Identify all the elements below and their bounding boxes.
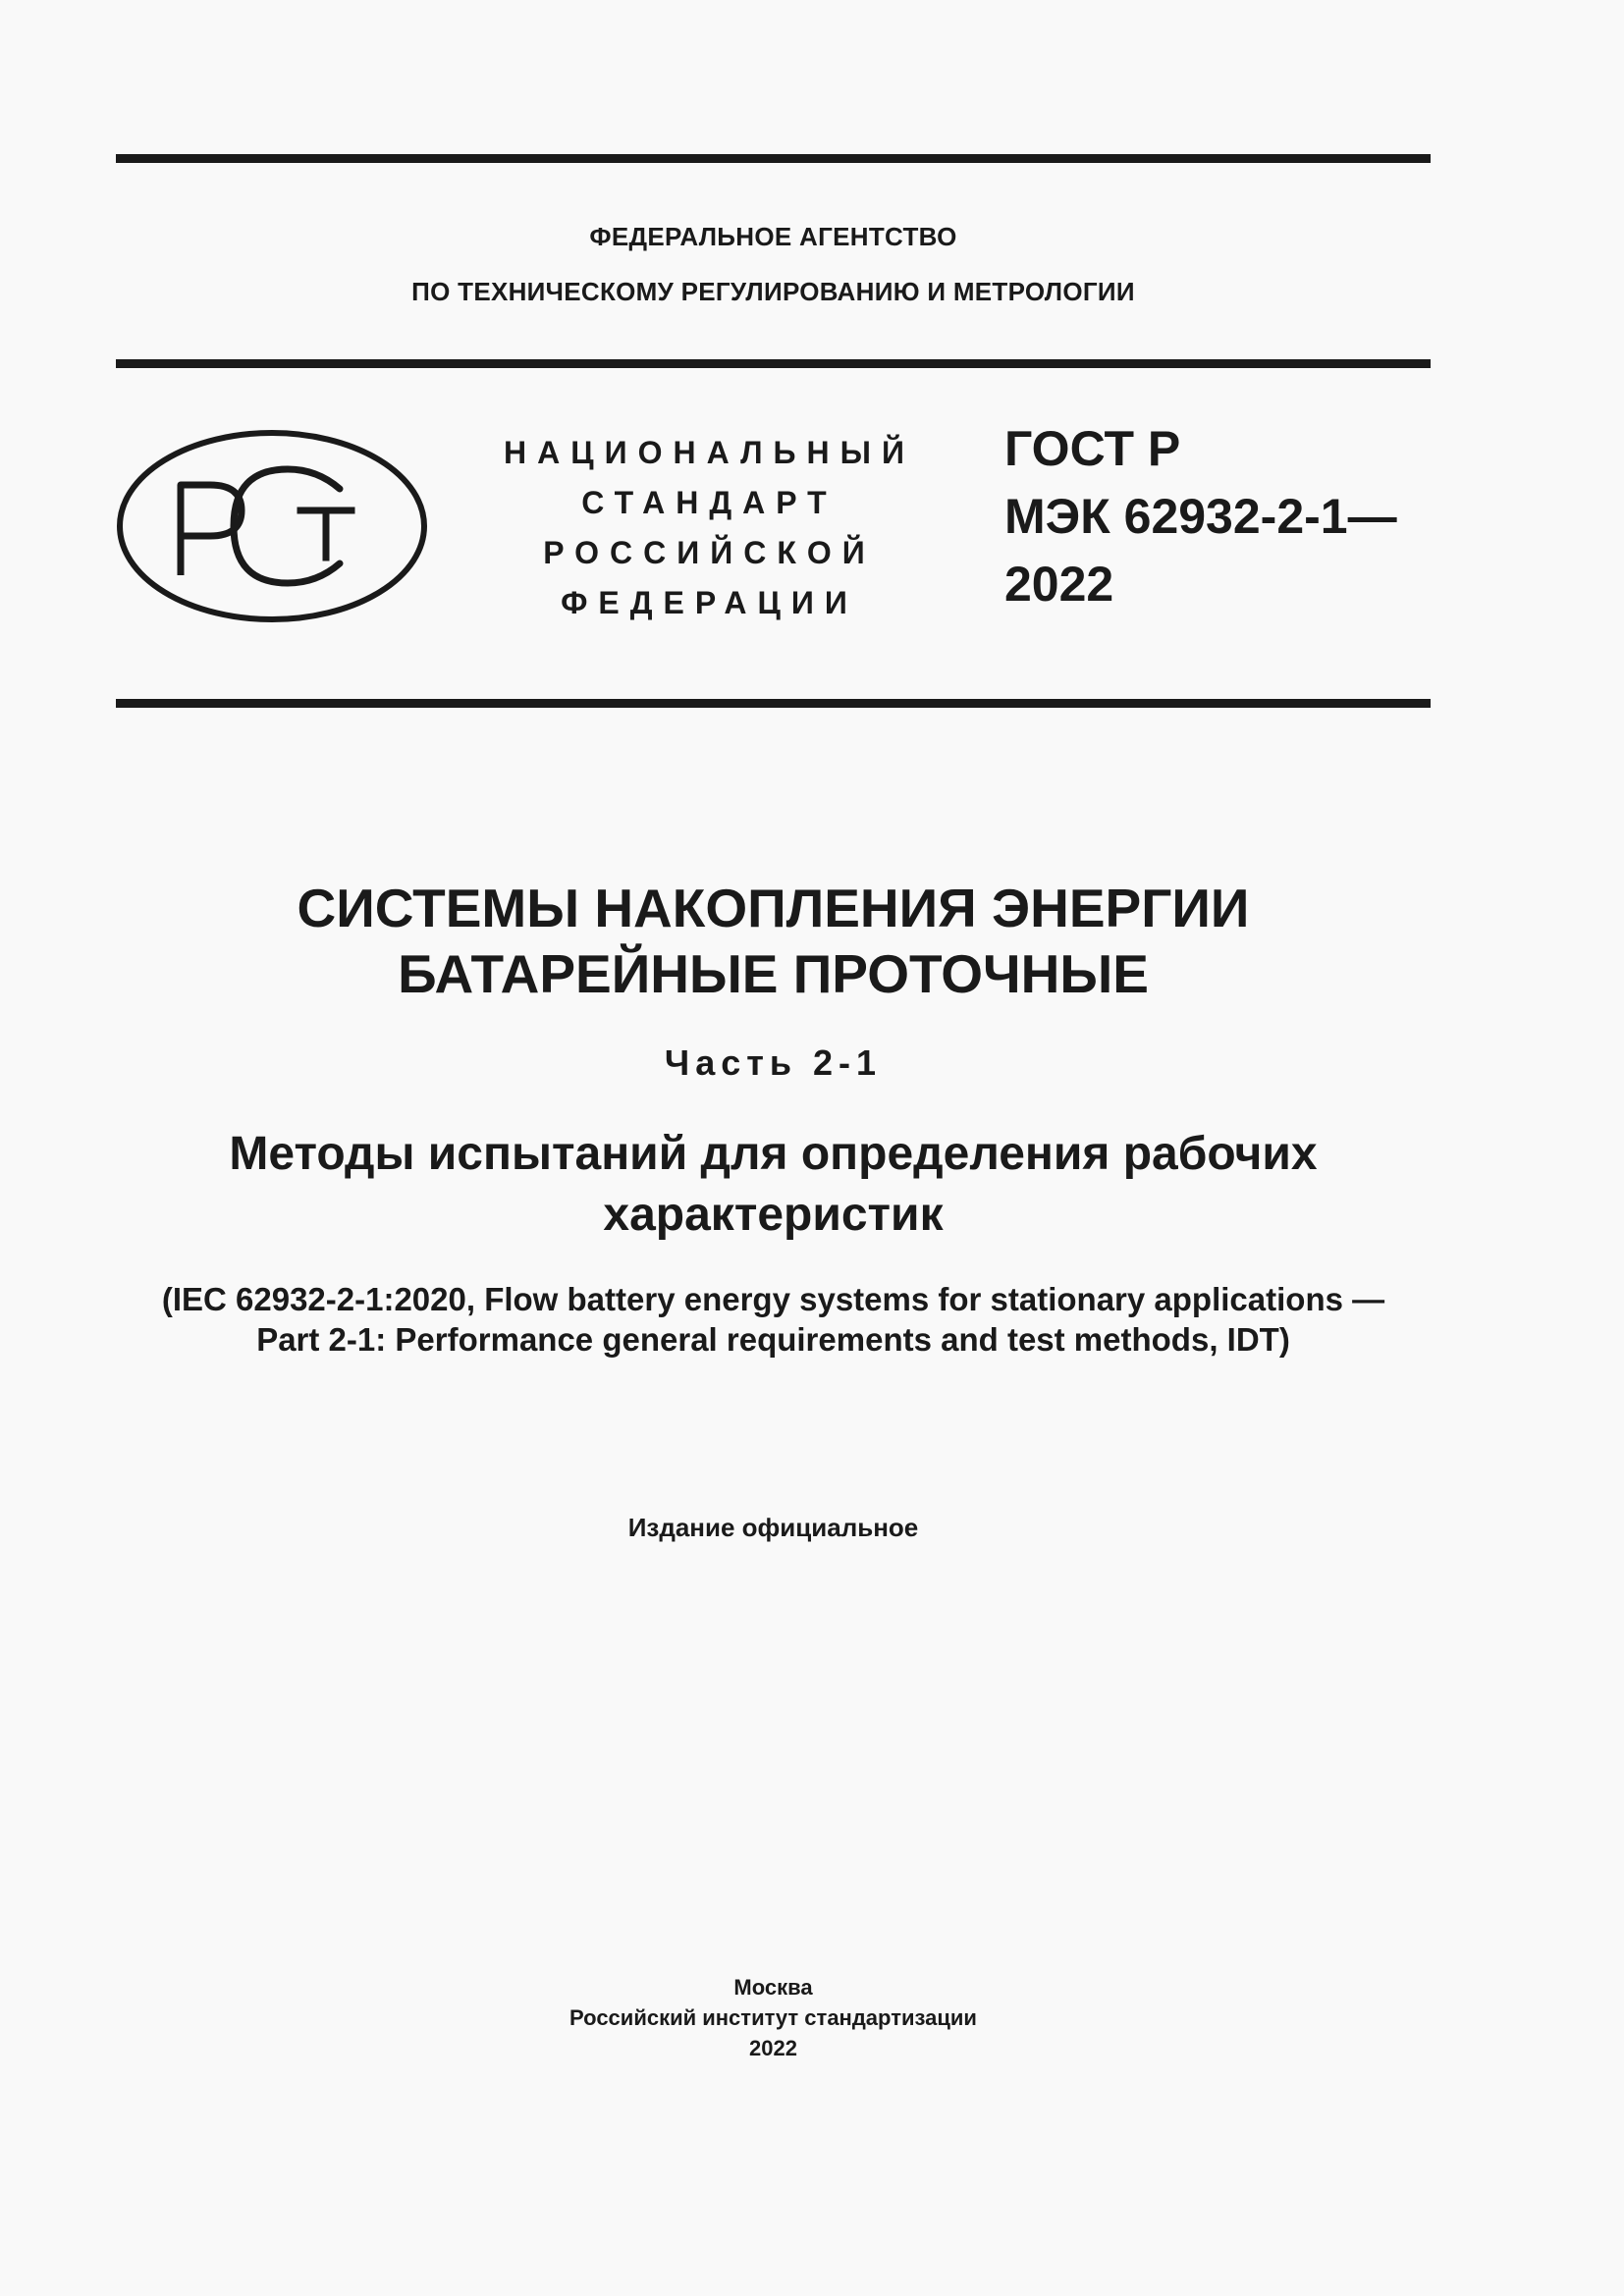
publisher-city: Москва	[733, 1975, 813, 2000]
agency-name-line-1: ФЕДЕРАЛЬНОЕ АГЕНТСТВО	[589, 222, 957, 251]
standard-designation-line-1: ГОСТ Р	[1004, 421, 1181, 476]
document-title-line-2: БАТАРЕЙНЫЕ ПРОТОЧНЫЕ	[398, 943, 1149, 1004]
standard-designation-line-3: 2022	[1004, 557, 1114, 612]
header-rule	[116, 359, 1431, 368]
national-standard-line-1: НАЦИОНАЛЬНЫЙ	[504, 435, 915, 470]
designation-rule	[116, 699, 1431, 708]
edition-label: Издание официальное	[627, 1513, 919, 1542]
national-standard-line-3: РОССИЙСКОЙ	[543, 535, 876, 570]
publisher-organization: Российский институт стандартизации	[569, 2005, 977, 2030]
top-rule	[116, 154, 1431, 163]
agency-name-line-2: ПО ТЕХНИЧЕСКОМУ РЕГУЛИРОВАНИЮ И МЕТРОЛОГИИ	[411, 277, 1135, 306]
part-number: Часть 2-1	[664, 1042, 883, 1083]
iec-reference-line-1: (IEC 62932-2-1:2020, Flow battery energy systems for stationary applications —	[161, 1281, 1385, 1317]
standard-designation-line-2: МЭК 62932-2-1—	[1004, 489, 1397, 544]
document-title-line-1: СИСТЕМЫ НАКОПЛЕНИЯ ЭНЕРГИИ	[297, 878, 1250, 938]
document-subtitle-line-2: характеристик	[603, 1189, 944, 1241]
national-standard-line-4: ФЕДЕРАЦИИ	[561, 585, 858, 620]
publication-year: 2022	[749, 2036, 797, 2060]
national-standard-line-2: СТАНДАРТ	[581, 485, 838, 520]
document-subtitle-line-1: Методы испытаний для определения рабочих	[229, 1128, 1318, 1180]
rst-logo-icon	[116, 428, 428, 624]
iec-reference-line-2: Part 2-1: Performance general requirements and test methods, IDT)	[256, 1321, 1290, 1358]
